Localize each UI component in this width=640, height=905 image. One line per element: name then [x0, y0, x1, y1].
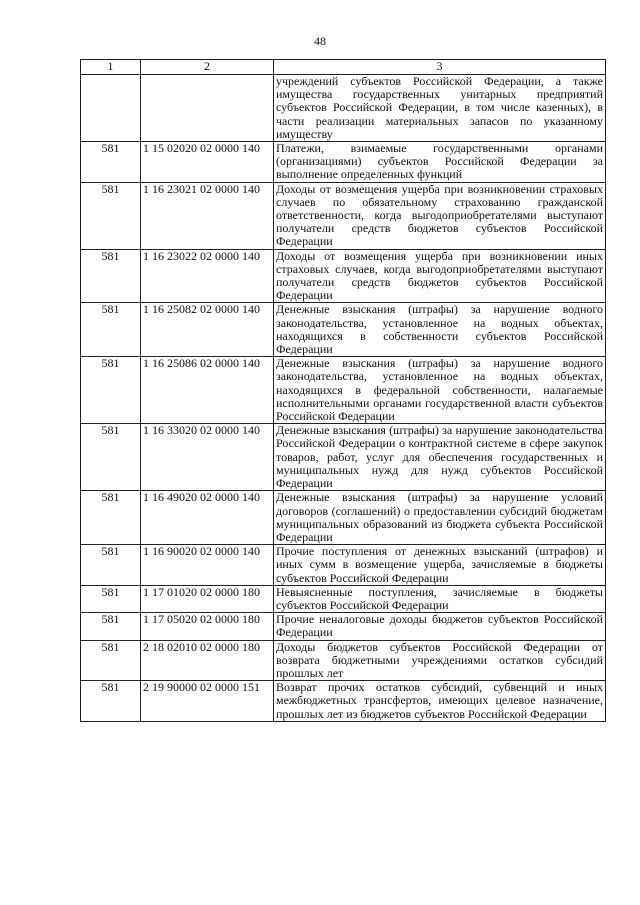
revenue-name-cell: Прочие неналоговые доходы бюджетов субъектов Российской Федерации	[274, 613, 606, 640]
revenue-name-cell: Доходы бюджетов субъектов Российской Федерации от возврата бюджетными учреждениями остатков субсидий прошлых лет	[274, 640, 606, 681]
revenue-code-cell: 1 16 23022 02 0000 140	[141, 249, 274, 303]
column-header-2: 2	[141, 60, 274, 75]
table-row	[81, 640, 606, 681]
revenue-code-cell: 1 16 49020 02 0000 140	[141, 491, 274, 545]
revenue-codes-table	[80, 59, 606, 722]
admin-code-cell: 581	[81, 613, 141, 640]
revenue-code-cell: 1 16 25086 02 0000 140	[141, 357, 274, 424]
admin-code-cell	[81, 75, 141, 142]
admin-code-cell: 581	[81, 640, 141, 681]
revenue-name-cell: Платежи, взимаемые государственными органами (организациями) субъектов Российской Федерации за выполнение определенных функций	[274, 142, 606, 183]
table-row	[81, 357, 606, 424]
column-header-1: 1	[81, 60, 141, 75]
admin-code-cell: 581	[81, 491, 141, 545]
admin-code-cell: 581	[81, 142, 141, 183]
revenue-name-cell: Невыясненные поступления, зачисляемые в бюджеты субъектов Российской Федерации	[274, 585, 606, 612]
table-row	[81, 182, 606, 249]
revenue-code-cell: 1 16 23021 02 0000 140	[141, 182, 274, 249]
table-row	[81, 491, 606, 545]
table-row	[81, 75, 606, 142]
revenue-code-cell: 1 17 01020 02 0000 180	[141, 585, 274, 612]
revenue-name-cell: Прочие поступления от денежных взысканий (штрафов) и иных сумм в возмещение ущерба, зачисляемые в бюджеты субъектов Российской Федерации	[274, 545, 606, 586]
revenue-code-cell: 1 16 90020 02 0000 140	[141, 545, 274, 586]
revenue-name-cell: Денежные взыскания (штрафы) за нарушение водного законодательства, установленное на водных объектах, находящихся в федеральной собственности, налагаемые исполнительными органами государственной власти субъектов Российской Федерации	[274, 357, 606, 424]
column-header-3: 3	[274, 60, 606, 75]
revenue-name-cell: учреждений субъектов Российской Федерации, а также имущества государственных унитарных предприятий субъектов Российской Федерации, в том числе казенных), в части реализации материальных запасов по указанному имуществу	[274, 75, 606, 142]
revenue-code-cell: 1 16 33020 02 0000 140	[141, 424, 274, 491]
revenue-code-cell: 2 19 90000 02 0000 151	[141, 681, 274, 722]
revenue-code-cell	[141, 75, 274, 142]
admin-code-cell: 581	[81, 424, 141, 491]
page-number: 48	[314, 34, 326, 48]
revenue-name-cell: Денежные взыскания (штрафы) за нарушение условий договоров (соглашений) о предоставлении субсидий бюджетам муниципальных образований из бюджета субъекта Российской Федерации	[274, 491, 606, 545]
revenue-code-cell: 1 15 02020 02 0000 140	[141, 142, 274, 183]
admin-code-cell: 581	[81, 545, 141, 586]
revenue-code-cell: 1 16 25082 02 0000 140	[141, 303, 274, 357]
table-row	[81, 249, 606, 303]
table-row	[81, 303, 606, 357]
table-row	[81, 585, 606, 612]
table-row	[81, 424, 606, 491]
table-row	[81, 613, 606, 640]
table-row	[81, 681, 606, 722]
table-header-row	[81, 60, 606, 75]
table-row	[81, 545, 606, 586]
admin-code-cell: 581	[81, 585, 141, 612]
revenue-name-cell: Денежные взыскания (штрафы) за нарушение водного законодательства, установленное на водных объектах, находящихся в собственности субъектов Российской Федерации	[274, 303, 606, 357]
revenue-name-cell: Доходы от возмещения ущерба при возникновении иных страховых случаев, когда выгодоприобретателями выступают получатели средств бюджетов субъектов Российской Федерации	[274, 249, 606, 303]
table-row	[81, 142, 606, 183]
admin-code-cell: 581	[81, 303, 141, 357]
admin-code-cell: 581	[81, 681, 141, 722]
revenue-name-cell: Доходы от возмещения ущерба при возникновении страховых случаев по обязательному страхованию гражданской ответственности, когда выгодоприобретателями выступают получатели средств бюджетов субъектов Российской Федерации	[274, 182, 606, 249]
revenue-name-cell: Денежные взыскания (штрафы) за нарушение законодательства Российской Федерации о контрактной системе в сфере закупок товаров, работ, услуг для обеспечения государственных и муниципальных нужд для нужд субъектов Российской Федерации	[274, 424, 606, 491]
revenue-code-cell: 1 17 05020 02 0000 180	[141, 613, 274, 640]
revenue-code-cell: 2 18 02010 02 0000 180	[141, 640, 274, 681]
revenue-name-cell: Возврат прочих остатков субсидий, субвенций и иных межбюджетных трансфертов, имеющих целевое назначение, прошлых лет из бюджетов субъектов Российской Федерации	[274, 681, 606, 722]
admin-code-cell: 581	[81, 182, 141, 249]
admin-code-cell: 581	[81, 357, 141, 424]
admin-code-cell: 581	[81, 249, 141, 303]
